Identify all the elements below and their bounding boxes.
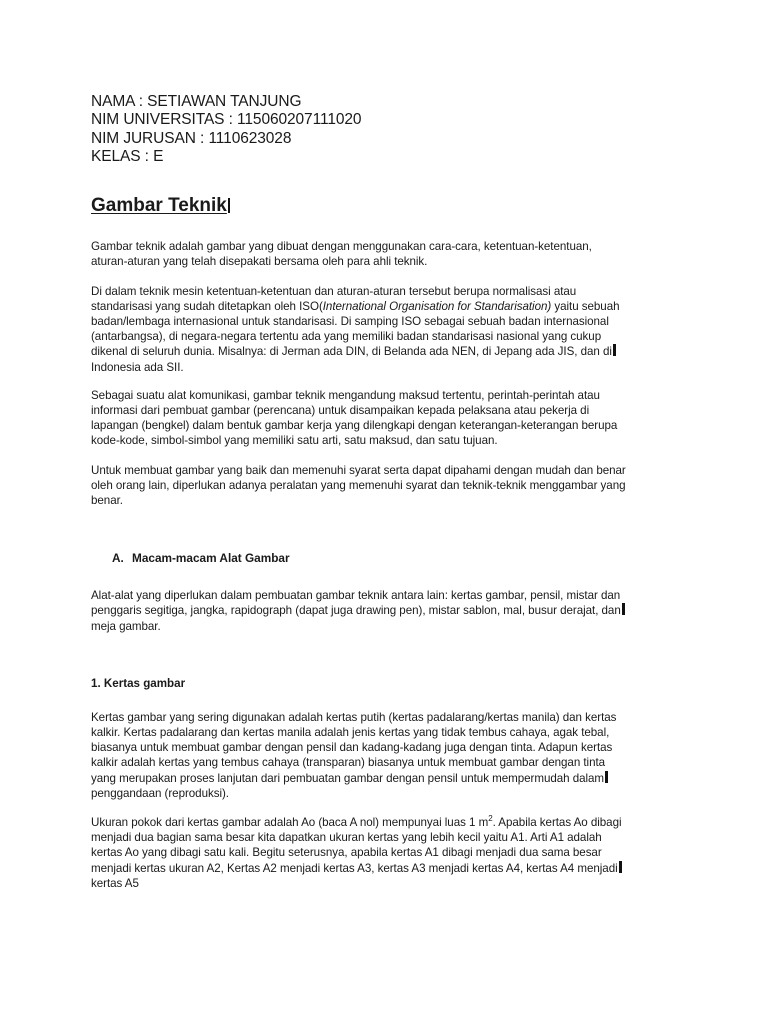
superscript: 2 xyxy=(488,814,493,824)
document-title xyxy=(91,194,681,218)
text-run: yang merupakan proses lanjutan dari pembuatan gambar dengan pensil untuk mempermudah dalam xyxy=(91,771,605,785)
text-line xyxy=(91,344,681,359)
line-marker xyxy=(622,603,625,615)
paragraph-definition xyxy=(91,239,681,269)
text-line xyxy=(91,771,681,786)
text-line: Gambar teknik adalah gambar yang dibuat dengan menggunakan cara-cara, ketentuan-ketentuan, xyxy=(91,240,592,254)
document-page xyxy=(91,93,681,891)
section-title: Macam-macam Alat Gambar xyxy=(132,551,290,566)
text-run: standarisasi yang sudah ditetapkan oleh ISO( xyxy=(91,299,323,313)
text-line: benar. xyxy=(91,494,123,508)
text-run: menjadi kertas ukuran A2, Kertas A2 menjadi kertas A3, kertas A3 menjadi kertas A4, kertas A4 menjadi xyxy=(91,861,618,875)
text-line: Untuk membuat gambar yang baik dan memenuhi syarat serta dapat dipahami dengan mudah dan benar xyxy=(91,463,626,477)
text-line: kalkir. Kertas padalarang dan kertas manila adalah jenis kertas yang tidak tembus cahaya, agak tebal, xyxy=(91,726,610,740)
text-line: Alat-alat yang diperlukan dalam pembuatan gambar teknik antara lain: kertas gambar, pensil, mistar dan xyxy=(91,589,621,603)
text-run: . Apabila kertas Ao dibagi xyxy=(492,816,622,830)
text-line: Kertas gambar yang sering digunakan adalah kertas putih (kertas padalarang/kertas manila) dan kertas xyxy=(91,710,617,724)
department-id: NIM JURUSAN : 1110623028 xyxy=(91,129,292,147)
student-name: NAMA : SETIAWAN TANJUNG xyxy=(91,93,302,110)
text-line: (antarbangsa), di negara-negara tertentu ada yang memiliki badan standarisasi nasional yang cukup xyxy=(91,330,602,344)
paragraph-communication xyxy=(91,388,681,449)
text-cursor xyxy=(228,198,230,213)
paragraph-requirements xyxy=(91,463,681,509)
text-line: Sebagai suatu alat komunikasi, gambar teknik mengandung maksud tertentu, perintah-perintah atau xyxy=(91,388,600,402)
text-line: Di dalam teknik mesin ketentuan-ketentuan dan aturan-aturan tersebut berupa normalisasi atau xyxy=(91,284,577,298)
text-line xyxy=(91,815,681,830)
subsection-heading-paper: 1. Kertas gambar xyxy=(91,676,186,690)
text-line: badan/lembaga internasional untuk standarisasi. Di samping ISO sebagai sebuah badan internasional xyxy=(91,315,609,328)
text-line xyxy=(91,299,681,314)
text-line: meja gambar. xyxy=(91,619,161,633)
class-label: KELAS : E xyxy=(91,147,164,165)
text-line: biasanya untuk membuat gambar dengan pensil dan kadang-kadang juga dengan tinta. Adapun kertas xyxy=(91,741,613,755)
document-title-text: Gambar Teknik xyxy=(91,195,227,217)
text-line: kertas A5 xyxy=(91,876,139,890)
text-run: Ukuran pokok dari kertas gambar adalah Ao (baca A nol) mempunyai luas 1 m xyxy=(91,816,489,830)
paragraph-paper-types xyxy=(91,710,681,801)
text-run: penggaris segitiga, jangka, rapidograph (dapat juga drawing pen), mistar sablon, mal, busur derajat, dan xyxy=(91,604,621,618)
text-line xyxy=(91,861,681,876)
text-line: kertas Ao yang dibagi satu kali. Begitu seterusnya, apabila kertas A1 dibagi menjadi dua sama besar xyxy=(91,846,602,860)
paragraph-paper-sizes xyxy=(91,815,681,891)
line-marker xyxy=(605,771,608,783)
paragraph-tools xyxy=(91,588,681,634)
text-line: lapangan (bengkel) dalam bentuk gambar kerja yang dilengkapi dengan keterangan-keterangan berupa xyxy=(91,419,618,433)
line-marker xyxy=(613,344,616,356)
text-line: menjadi dua bagian sama besar kita dapatkan ukuran kertas yang lebih kecil yaitu A1. Arti A1 adalah xyxy=(91,831,602,845)
text-line: informasi dari pembuat gambar (perencana) untuk disampaikan kepada pelaksana atau pekerja di xyxy=(91,404,590,418)
text-run: yaitu sebuah xyxy=(551,299,620,313)
section-number: A. xyxy=(112,551,124,566)
text-line: penggandaan (reproduksi). xyxy=(91,786,229,800)
text-line: Indonesia ada SII. xyxy=(91,360,184,374)
paragraph-standards xyxy=(91,284,681,375)
text-line: aturan-aturan yang telah disepakati bersama oleh para ahli teknik. xyxy=(91,255,428,269)
italic-text: International Organisation for Standarisation) xyxy=(322,299,552,313)
text-line: kode-kode, simbol-simbol yang memiliki satu arti, satu maksud, dan satu tujuan. xyxy=(91,434,498,448)
text-run: dikenal di seluruh dunia. Misalnya: di Jerman ada DIN, di Belanda ada NEN, di Jepang ada JIS, dan di xyxy=(91,345,612,359)
text-line: kalkir adalah kertas yang tembus cahaya (transparan) biasanya untuk membuat gambar dengan tinta xyxy=(91,756,606,770)
line-marker xyxy=(619,861,622,873)
student-info xyxy=(91,93,681,166)
text-line xyxy=(91,603,681,618)
section-heading-tools xyxy=(91,551,681,566)
text-line: oleh orang lain, diperlukan adanya peralatan yang memenuhi syarat dan teknik-teknik menggambar yang xyxy=(91,478,626,492)
university-id: NIM UNIVERSITAS : 115060207111020 xyxy=(91,111,362,129)
